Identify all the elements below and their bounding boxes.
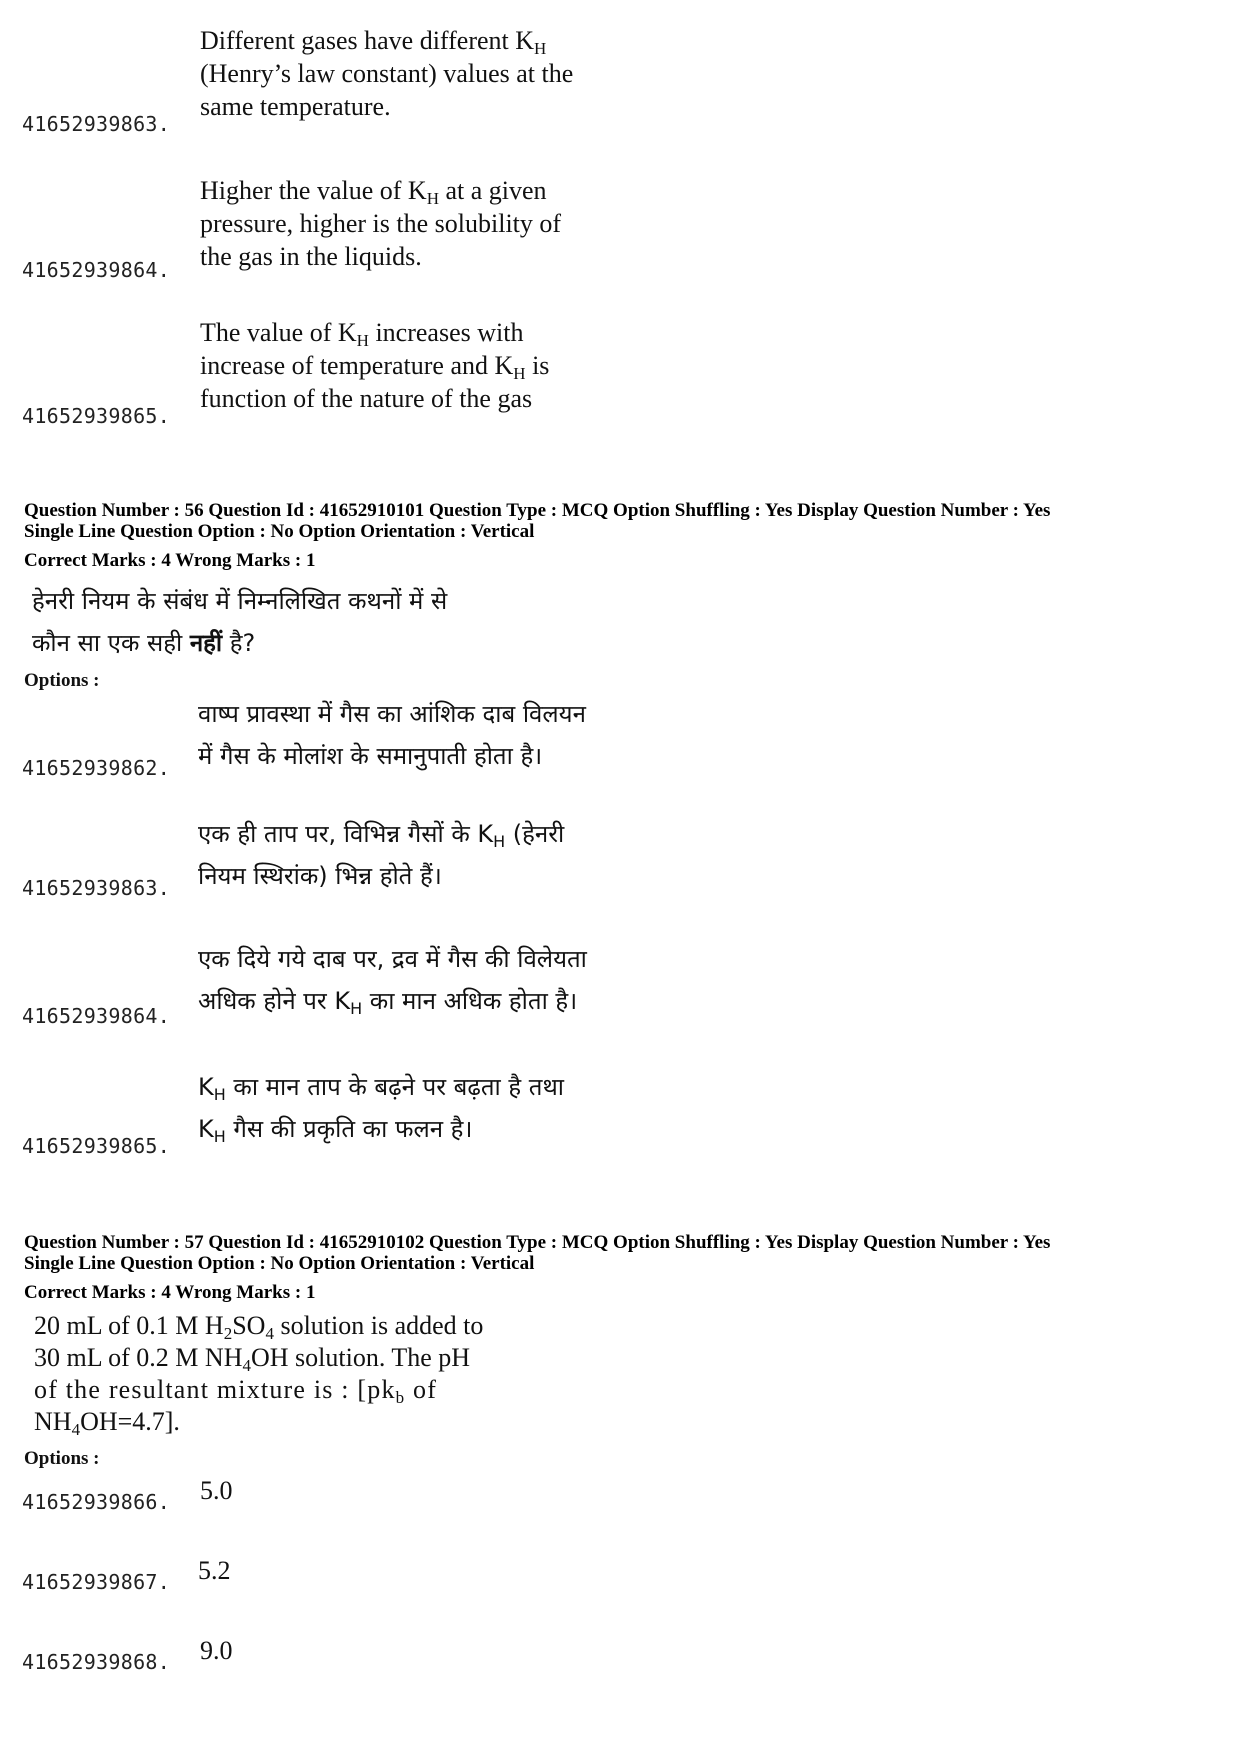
prev-option-id-3: 41652939865.	[22, 404, 171, 428]
q56-question-line2: कौन सा एक सही नहीं है?	[32, 629, 256, 657]
q57-options-label: Options :	[24, 1448, 100, 1469]
q56-option-text-3: एक दिये गये दाब पर, द्रव में गैस की विलेयता अधिक होने पर $K_H$ का मान अधिक होता है।	[198, 945, 587, 1018]
prev-option-text-3: The value of $K_H$ increases with increase of temperature and $K_H$ is function of the nature of the gas	[200, 318, 550, 413]
q57-meta-line1: Question Number : 57 Question Id : 41652910102 Question Type : MCQ Option Shuffling : Yes Display Question Number : Yes	[24, 1232, 1051, 1253]
q56-question-line1: हेनरी नियम के संबंध में निम्नलिखित कथनों में से	[32, 587, 448, 615]
prev-option-text-1: Different gases have different $K_H$ (Henry’s law constant) values at the same temperature.	[200, 26, 574, 121]
q57-option-id-1: 41652939866.	[22, 1490, 171, 1514]
q57-marks: Correct Marks : 4 Wrong Marks : 1	[24, 1282, 316, 1303]
q57-option-id-3: 41652939868.	[22, 1650, 171, 1674]
q57-meta	[24, 1232, 1224, 1274]
q56-options-label: Options :	[24, 670, 100, 691]
q56-meta-line2: Single Line Question Option : No Option Orientation : Vertical	[24, 521, 535, 542]
q57-option-id-2: 41652939867.	[22, 1570, 171, 1594]
q56-marks: Correct Marks : 4 Wrong Marks : 1	[24, 550, 316, 571]
q57-option-text-2: 5.2	[198, 1556, 231, 1585]
q57-option-text-3: 9.0	[200, 1636, 233, 1665]
q56-option-id-3: 41652939864.	[22, 1004, 171, 1028]
q56-meta	[24, 500, 1224, 542]
q56-option-text-1: वाष्प प्रावस्था में गैस का आंशिक दाब विलयन में गैस के मोलांश के समानुपाती होता है।	[198, 700, 586, 770]
prev-option-id-2: 41652939864.	[22, 258, 171, 282]
q56-question	[32, 580, 632, 664]
q56-meta-line1: Question Number : 56 Question Id : 41652910101 Question Type : MCQ Option Shuffling : Yes Display Question Number : Yes	[24, 500, 1051, 521]
prev-option-id-1: 41652939863.	[22, 112, 171, 136]
q56-option-text-2: एक ही ताप पर, विभिन्न गैसों के $K_H$ (हेनरी नियम स्थिरांक) भिन्न होते हैं।	[198, 820, 565, 890]
q56-option-id-4: 41652939865.	[22, 1134, 171, 1158]
q56-option-id-2: 41652939863.	[22, 876, 171, 900]
q56-option-text-4: $K_H$ का मान ताप के बढ़ने पर बढ़ता है तथा $K_H$ गैस की प्रकृति का फलन है।	[198, 1073, 565, 1146]
prev-option-text-2: Higher the value of $K_H$ at a given pressure, higher is the solubility of the gas in the liquids.	[200, 176, 562, 271]
q57-meta-line2: Single Line Question Option : No Option Orientation : Vertical	[24, 1253, 535, 1274]
q57-question: 20 mL of 0.1 M $H_2SO_4$ solution is added to 30 mL of 0.2 M $NH_4OH$ solution. The pH of the resultant mixture is : [$pk_b$ of $NH_4OH=4.7$].	[34, 1311, 484, 1439]
q56-option-id-1: 41652939862.	[22, 756, 171, 780]
q57-option-text-1: 5.0	[200, 1476, 233, 1505]
